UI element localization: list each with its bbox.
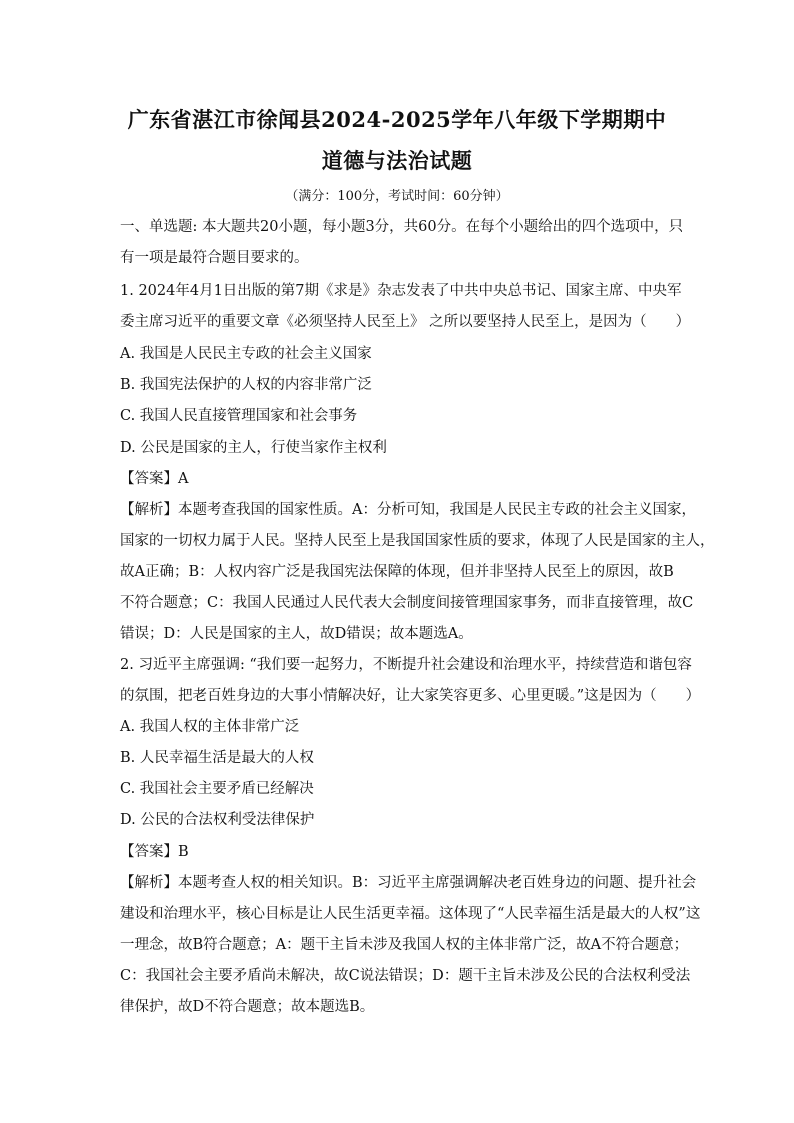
question-1-analysis-line-1: 【解析】本题考查我国的国家性质。A：分析可知，我国是人民民主专政的社会主义国家， bbox=[120, 502, 696, 518]
question-1-option-d: D. 公民是国家的主人，行使当家作主权利 bbox=[120, 440, 387, 456]
question-1-answer: 【答案】A bbox=[120, 471, 189, 487]
question-1-option-a: A. 我国是人民民主专政的社会主义国家 bbox=[120, 346, 372, 362]
question-2-stem-line-1: 2. 习近平主席强调: “我们要一起努力，不断提升社会建设和治理水平，持续营造和谐包容 bbox=[120, 657, 692, 673]
question-1-stem-line-1: 1. 2024年4月1日出版的第7期《求是》杂志发表了中共中央总书记、国家主席、中央军 bbox=[120, 283, 682, 299]
question-2-stem-line-2: 的氛围，把老百姓身边的大事小情解决好，让大家笑容更多、心里更暖。”这是因为（ ） bbox=[120, 688, 701, 704]
question-2-answer: 【答案】B bbox=[120, 844, 189, 860]
question-2-option-b: B. 人民幸福生活是最大的人权 bbox=[120, 750, 314, 766]
question-1-analysis-line-5: 错误；D：人民是国家的主人，故D错误；故本题选A。 bbox=[120, 626, 473, 642]
document-title-line-2: 道德与法治试题 bbox=[321, 148, 473, 173]
question-1-option-b: B. 我国宪法保护的人权的内容非常广泛 bbox=[120, 377, 372, 393]
question-2-analysis-line-1: 【解析】本题考查人权的相关知识。B：习近平主席强调解决老百姓身边的问题、提升社会 bbox=[120, 875, 697, 891]
question-2-analysis-line-4: C：我国社会主要矛盾尚未解决，故C说法错误；D：题干主旨未涉及公民的合法权利受法 bbox=[120, 968, 691, 984]
document-title-line-1: 广东省湛江市徐闻县2024-2025学年八年级下学期期中 bbox=[127, 107, 667, 132]
question-2-option-a: A. 我国人权的主体非常广泛 bbox=[120, 719, 300, 735]
question-1-stem-line-2: 委主席习近平的重要文章《必须坚持人民至上》 之所以要坚持人民至上，是因为（ ） bbox=[120, 314, 691, 330]
question-2-analysis-line-3: 一理念，故B符合题意；A：题干主旨未涉及我国人权的主体非常广泛，故A不符合题意； bbox=[120, 937, 689, 953]
question-1-analysis-line-3: 故A正确；B：人权内容广泛是我国宪法保障的体现，但并非坚持人民至上的原因，故B bbox=[120, 564, 674, 580]
question-2-option-c: C. 我国社会主要矛盾已经解决 bbox=[120, 781, 314, 797]
section-instruction-line-1: 一、单选题: 本大题共20小题，每小题3分，共60分。在每个小题给出的四个选项中，只 bbox=[120, 219, 684, 235]
question-2-analysis-line-2: 建设和治理水平，核心目标是让人民生活更幸福。这体现了“人民幸福生活是最大的人权”这 bbox=[120, 906, 701, 922]
question-2-option-d: D. 公民的合法权利受法律保护 bbox=[120, 812, 315, 828]
question-1-option-c: C. 我国人民直接管理国家和社会事务 bbox=[120, 408, 358, 424]
exam-meta: （满分：100分，考试时间：60分钟） bbox=[285, 189, 509, 204]
question-1-analysis-line-2: 国家的一切权力属于人民。坚持人民至上是我国国家性质的要求，体现了人民是国家的主人， bbox=[120, 533, 715, 549]
question-1-analysis-line-4: 不符合题意；C：我国人民通过人民代表大会制度间接管理国家事务，而非直接管理，故C bbox=[120, 595, 694, 611]
section-instruction-line-2: 有一项是最符合题目要求的。 bbox=[120, 250, 309, 266]
question-2-analysis-line-5: 律保护，故D不符合题意；故本题选B。 bbox=[120, 999, 375, 1015]
